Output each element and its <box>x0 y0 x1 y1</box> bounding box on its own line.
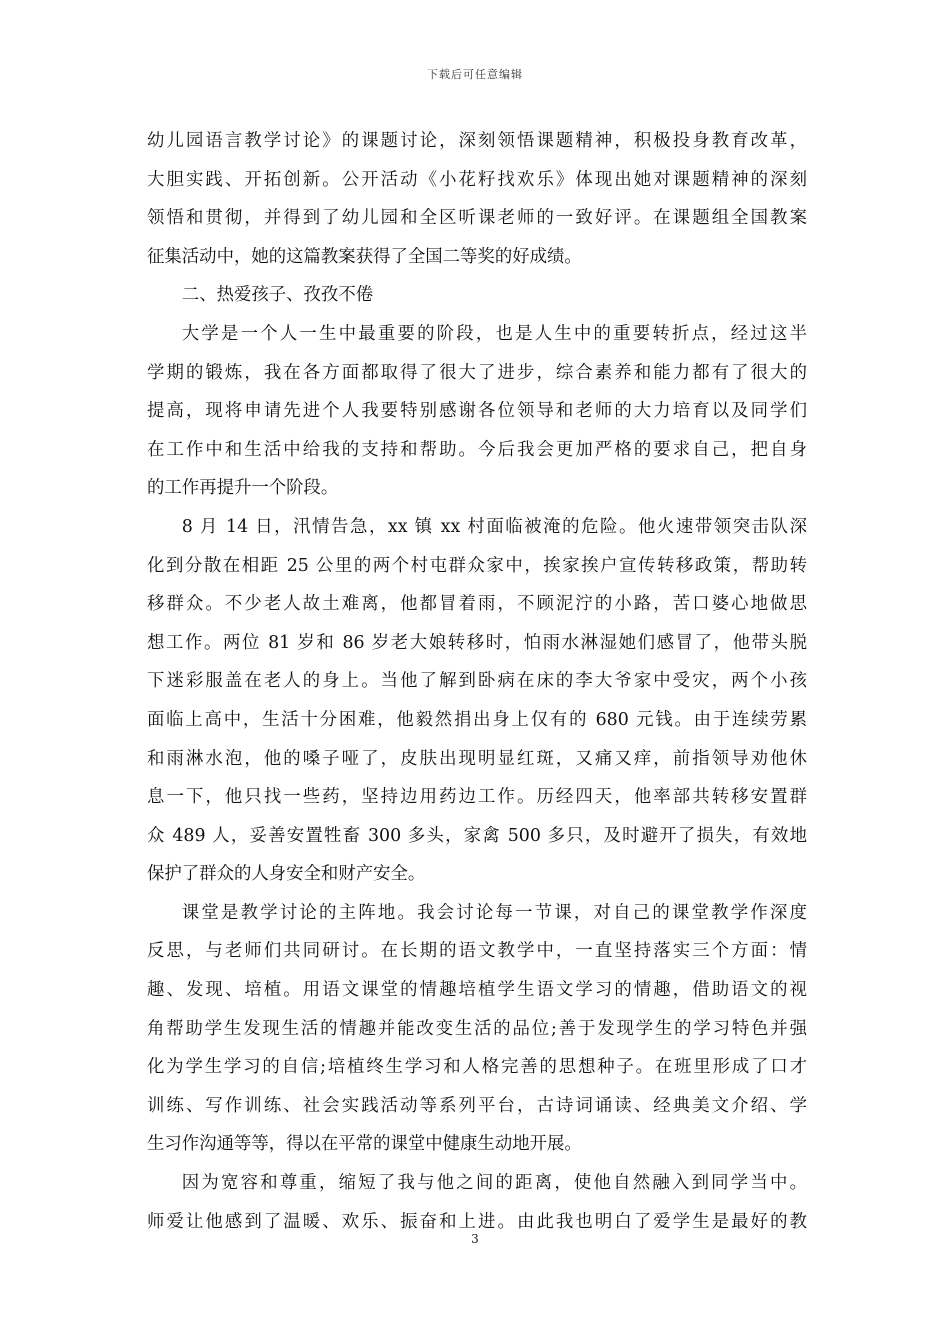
text-line: 面临上高中，生活十分困难，他毅然捐出身上仅有的 680 元钱。由于连续劳累 <box>147 709 807 730</box>
text-line: 课堂是教学讨论的主阵地。我会讨论每一节课，对自己的课堂教学作深度 <box>181 902 807 923</box>
paragraph <box>147 1164 807 1241</box>
text-line: 师爱让他感到了温暖、欢乐、振奋和上进。由此我也明白了爱学生是最好的教 <box>147 1211 807 1232</box>
text-line: 领悟和贯彻，并得到了幼儿园和全区听课老师的一致好评。在课题组全国教案 <box>147 208 807 229</box>
paragraph <box>147 315 807 508</box>
text-line: 学期的锻炼，我在各方面都取得了很大了进步，综合素养和能力都有了很大的 <box>147 362 807 383</box>
text-line: 二、热爱孩子、孜孜不倦 <box>181 285 374 306</box>
text-line: 反思，与老师们共同研讨。在长期的语文教学中，一直坚持落实三个方面：情 <box>147 941 807 962</box>
text-line: 大胆实践、开拓创新。公开活动《小花籽找欢乐》体现出她对课题精神的深刻 <box>147 169 807 190</box>
text-line: 在工作中和生活中给我的支持和帮助。今后我会更加严格的要求自己，把自身 <box>147 439 807 460</box>
paragraph <box>147 122 807 276</box>
paragraph <box>147 508 807 894</box>
text-line: 下迷彩服盖在老人的身上。当他了解到卧病在床的李大爷家中受灾，两个小孩 <box>147 671 807 692</box>
text-line: 趣、发现、培植。用语文课堂的情趣培植学生语文学习的情趣，借助语文的视 <box>147 980 807 1001</box>
text-line: 幼儿园语言教学讨论》的课题讨论，深刻领悟课题精神，积极投身教育改革， <box>147 131 807 151</box>
text-line: 征集活动中，她的这篇教案获得了全国二等奖的好成绩。 <box>147 246 582 267</box>
text-line: 化为学生学习的自信;培植终生学习和人格完善的思想种子。在班里形成了口才 <box>147 1057 807 1078</box>
text-line: 保护了群众的人身安全和财产安全。 <box>147 864 426 885</box>
document-body <box>147 122 807 1241</box>
text-line: 角帮助学生发现生活的情趣并能改变生活的品位;善于发现学生的学习特色并强 <box>147 1018 807 1039</box>
paragraph <box>147 894 807 1164</box>
text-line: 众 489 人，妥善安置牲畜 300 多头，家禽 500 多只，及时避开了损失，有效地 <box>147 825 807 846</box>
text-line: 的工作再提升一个阶段。 <box>147 478 339 499</box>
text-line: 训练、写作训练、社会实践活动等系列平台，古诗词诵读、经典美文介绍、学 <box>147 1095 807 1116</box>
text-line: 和雨淋水泡，他的嗓子哑了，皮肤出现明显红斑，又痛又痒，前指领导劝他休 <box>147 748 807 769</box>
text-line: 移群众。不少老人故土难离，他都冒着雨，不顾泥泞的小路，苦口婆心地做思 <box>147 594 807 615</box>
text-line: 提高，现将申请先进个人我要特别感谢各位领导和老师的大力培育以及同学们 <box>147 401 807 422</box>
text-line: 化到分散在相距 25 公里的两个村屯群众家中，挨家挨户宣传转移政策，帮助转 <box>147 555 807 576</box>
text-line: 生习作沟通等等，得以在平常的课堂中健康生动地开展。 <box>147 1134 582 1155</box>
paragraph <box>147 276 807 315</box>
text-line: 8 月 14 日，汛情告急，xx 镇 xx 村面临被淹的危险。他火速带领突击队深 <box>181 516 807 537</box>
page-number: 3 <box>471 1232 479 1246</box>
text-line: 因为宽容和尊重，缩短了我与他之间的距离，使他自然融入到同学当中。 <box>181 1173 807 1194</box>
text-line: 息一下，他只找一些药，坚持边用药边工作。历经四天，他率部共转移安置群 <box>147 787 807 808</box>
page-header: 下载后可任意编辑 <box>427 68 523 81</box>
text-line: 大学是一个人一生中最重要的阶段，也是人生中的重要转折点，经过这半 <box>181 323 807 344</box>
text-line: 想工作。两位 81 岁和 86 岁老大娘转移时，怕雨水淋湿她们感冒了，他带头脱 <box>147 632 807 653</box>
